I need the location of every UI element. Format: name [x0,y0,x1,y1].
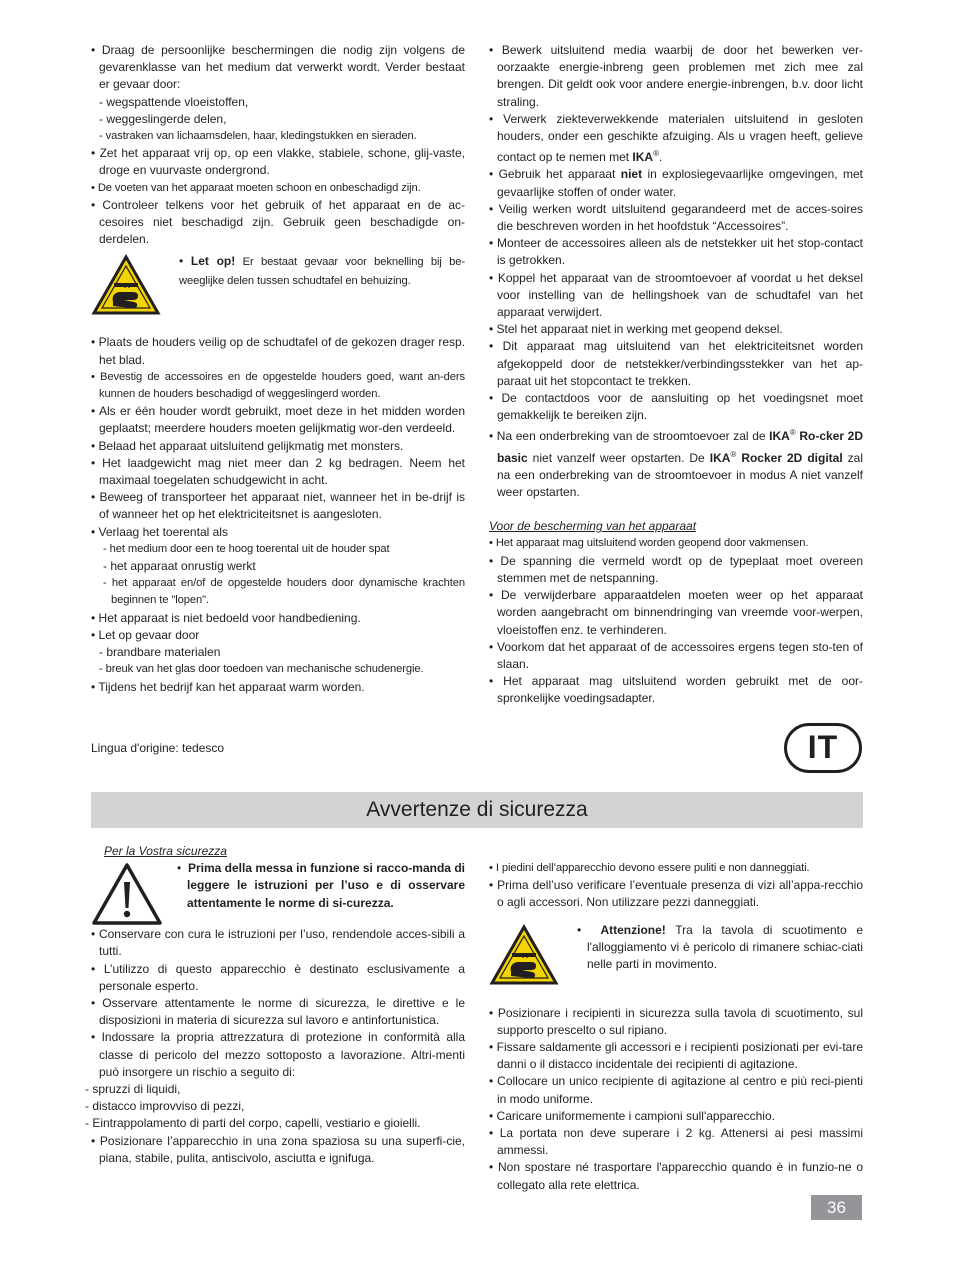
it-first-instruction: • Prima della messa in funzione si racco-manda di leggere le istruzioni per l’uso e di osservare attentamente le norme di si-curezza. [177,861,465,910]
nl-left-item: - breuk van het glas door toedoen van mechanische schudenergie. [99,663,424,676]
nl-left-item: • Als er één houder wordt gebruikt, moet deze in het midden worden geplaatst; meerdere houders moeten gelijkmatig wor-den verdeeld. [91,404,465,436]
nl-right-item: • De contactdoos voor de aansluiting op het voedingsnet moet gemakkelijk te bereiken zijn. [489,391,863,423]
origin-language-note: Lingua d'origine: tedesco [91,741,225,755]
it-left-item: • L’utilizzo di questo apparecchio è destinato esclusivamente a personale esperto. [91,961,465,993]
it-right-item: • Fissare saldamente gli accessori e i recipienti posizionati per evi-tare danni o il distacco incidentale dei recipienti di agitazione. [489,1040,863,1072]
nl-left-item: - wegspattende vloeistoffen, [99,94,249,109]
it-safety-heading: Per la Vostra sicurezza [104,844,227,858]
nl-right-item: • Monteer de accessoires alleen als de netstekker uit het stop-contact is getrokken. [489,236,863,268]
nl-device-heading: Voor de bescherming van het apparaat [489,519,697,534]
it-general-warning [91,860,465,926]
nl-left-item: - weggeslingerde delen, [99,111,227,126]
nl-left-item: • Zet het apparaat vrij op, op een vlakke, stabiele, schone, glij-vaste, droge en vuurvaste ondergrond. [91,146,465,178]
nl-device-item: • De spanning die vermeld wordt op de typeplaat moet overeen stemmen met de netspanning. [489,553,863,585]
nl-left-item: - het apparaat onrustig werkt [103,559,256,574]
nl-device-item: • Het apparaat mag uitsluitend worden geopend door vakmensen. [489,537,809,550]
nl-left-item: • Beweeg of transporteer het apparaat niet, wanneer het in be-drijf is of wanneer het op het elektriciteitsnet is aangesloten. [91,490,465,522]
it-right-item: • Collocare un unico recipiente di agitazione al centro e più reci-pienti in modo uniforme. [489,1074,863,1106]
it-left-item: - spruzzi di liquidi, [85,1082,181,1097]
nl-left-item: • Controleer telkens voor het gebruik of het apparaat en de ac-cesoires niet beschadigd zijn. Gebruik geen beschadigde on-derdelen. [91,197,465,247]
hand-crush-warning-icon [91,254,161,316]
it-left-item: - distacco improvviso di pezzi, [85,1099,245,1114]
nl-device-item: • De verwijderbare apparaatdelen moeten weer op het apparaat worden aangebracht om binnendringing van vreemde voor-werpen, vloeistoffen enz. te verhinderen. [489,588,863,637]
exclamation-warning-icon [91,862,163,926]
nl-right-item: • Stel het apparaat niet in werking met geopend deksel. [489,322,783,337]
nl-right-item: • Koppel het apparaat van de stroomtoevoer af voordat u het deksel voor instelling van de hellingshoek van de schudtafel van het apparaat verwijdert. [489,270,863,320]
nl-right-item: • Gebruik het apparaat niet in explosiegevaarlijke omgevingen, met gevaarlijke stoffen of onder water. [489,167,863,199]
nl-left-item: • Het apparaat is niet bedoeld voor handbediening. [91,610,361,625]
language-badge: IT [784,723,862,773]
nl-right-item: • Bewerk uitsluitend media waarbij de door het bewerken ver-oorzaakte energie-inbreng geen problemen met zich mee zal brengen. Dit geldt ook voor andere energie-inbrengen, b.v. door licht straling. [489,43,863,109]
it-right-item: • Prima dell’uso verificare l’eventuale presenza di vizi all’appa-recchio o agli accessori. Non utilizzare pezzi danneggiati. [489,878,863,910]
nl-left-item: • Belaad het apparaat uitsluitend gelijkmatig met monsters. [91,438,404,453]
nl-left-item: • De voeten van het apparaat moeten schoon en onbeschadigd zijn. [91,181,421,194]
it-right-item: • La portata non deve superare i 2 kg. Attenersi ai pesi massimi ammessi. [489,1126,863,1158]
it-warning-text: • Attenzione! Tra la tavola di scuotimento e l'alloggiamento vi è pericolo di rimanere schiac-ciati nelle parti in movimento. [577,922,863,972]
it-right-column [489,860,863,1194]
it-crush-warning [489,922,863,986]
section-title: Avvertenze di sicurezza [366,798,588,822]
nl-left-item: • Let op gevaar door [91,627,200,642]
it-right-item: • Posizionare i recipienti in sicurezza sulla tavola di scuotimento, sul supporto prescelto o sul ripiano. [489,1005,863,1037]
nl-left-item: • Draag de persoonlijke beschermingen die nodig zijn volgens de gevarenklasse van het medium dat verwerkt wordt. Verder bestaat er gevaar door: [91,43,465,92]
hand-crush-warning-icon [489,924,559,986]
it-left-item: - Eintrappolamento di parti del corpo, capelli, vestiario e gioielli. [85,1116,421,1131]
nl-device-item: • Het apparaat mag uitsluitend worden gebruikt met de oor-spronkelijke voedingsadapter. [489,674,863,706]
nl-left-item: • Bevestig de accessoires en de opgestelde houders goed, want an-ders kunnen de houders beschadigd of weggeslingerd worden. [91,370,465,401]
nl-left-item: - brandbare materialen [99,645,221,660]
nl-left-item: • Het laadgewicht mag niet meer dan 2 kg bedragen. Neem het maximaal toegelaten schudgewicht in acht. [91,455,465,488]
nl-device-item: • Voorkom dat het apparaat of de accessoires ergens tegen sto-ten of slaan. [489,639,863,671]
nl-right-item: • Verwerk ziekteverwekkende materialen uitsluitend in gesloten houders, onder een geschikte afzuiging. Als u vragen heeft, gelieve contact op te nemen met IKA®. [489,111,863,165]
nl-right-item: • Veilig werken wordt uitsluitend gegarandeerd met de acces-soires die beschreven worden in het hoofdstuk “Accessoires”. [489,201,863,234]
nl-left-item: • Plaats de houders veilig op de schudtafel of de gekozen drager resp. het blad. [91,335,465,367]
nl-crush-warning [91,254,465,316]
nl-left-item: - het apparaat en/of de opgestelde houders door dynamische krachten beginnen te "lopen". [103,577,465,607]
nl-right-column [489,42,863,708]
it-right-item: • Caricare uniformemente i campioni sull'apparecchio. [489,1108,775,1123]
it-right-item: • Non spostare né trasportare l'apparecchio quando è in funzio-ne o collegato alla rete elettrica. [489,1160,863,1192]
it-left-item: • Indossare la propria attrezzatura di protezione in conformità alla classe di pericolo del mezzo sottoposto a lavorazione. Altri-menti può insorgere un rischio a seguito di: [91,1030,465,1079]
nl-right-item: • Dit apparaat mag uitsluitend van het elektriciteitsnet worden afgekoppeld door de netstekker/verbindingsstekker van het ap-paraat uit het stopcontact te trekken. [489,339,863,388]
it-right-item: • I piedini dell’apparecchio devono essere puliti e non danneggiati. [489,862,810,874]
it-left-item: • Conservare con cura le istruzioni per l’uso, rendendole acces-sibili a tutti. [91,927,465,959]
nl-left-item: • Tijdens het bedrijf kan het apparaat warm worden. [91,679,365,694]
nl-left-column [91,42,465,696]
nl-left-item: • Verlaag het toerental als [91,524,228,539]
page-number: 36 [811,1195,862,1220]
it-left-item: • Posizionare l’apparecchio in una zona spaziosa su una superfi-cie, piana, stabile, pulita, antiscivolo, asciutta e ignifuga. [91,1133,465,1165]
nl-left-item: - het medium door een te hoog toerental uit de houder spat [103,542,390,555]
section-title-bar [91,792,863,828]
nl-left-item: - vastraken van lichaamsdelen, haar, kledingstukken en sieraden. [99,130,417,143]
it-left-item: • Osservare attentamente le norme di sicurezza, le direttive e le disposizioni in materia di sicurezza sul lavoro e antinfortunistica. [91,996,465,1028]
it-left-column [85,843,465,1167]
nl-right-item: • Na een onderbreking van de stroomtoevoer zal de IKA® Ro-cker 2D basic niet vanzelf weer opstarten. De IKA® Rocker 2D digital zal na een onderbreking van de stroomtoevoer in modus A niet vanzelf weer opstarten. [489,428,863,500]
nl-warning-text: • Let op! Er bestaat gevaar voor beknelling bij be-weeglijke delen tussen schudtafel en behuizing. [179,254,465,287]
